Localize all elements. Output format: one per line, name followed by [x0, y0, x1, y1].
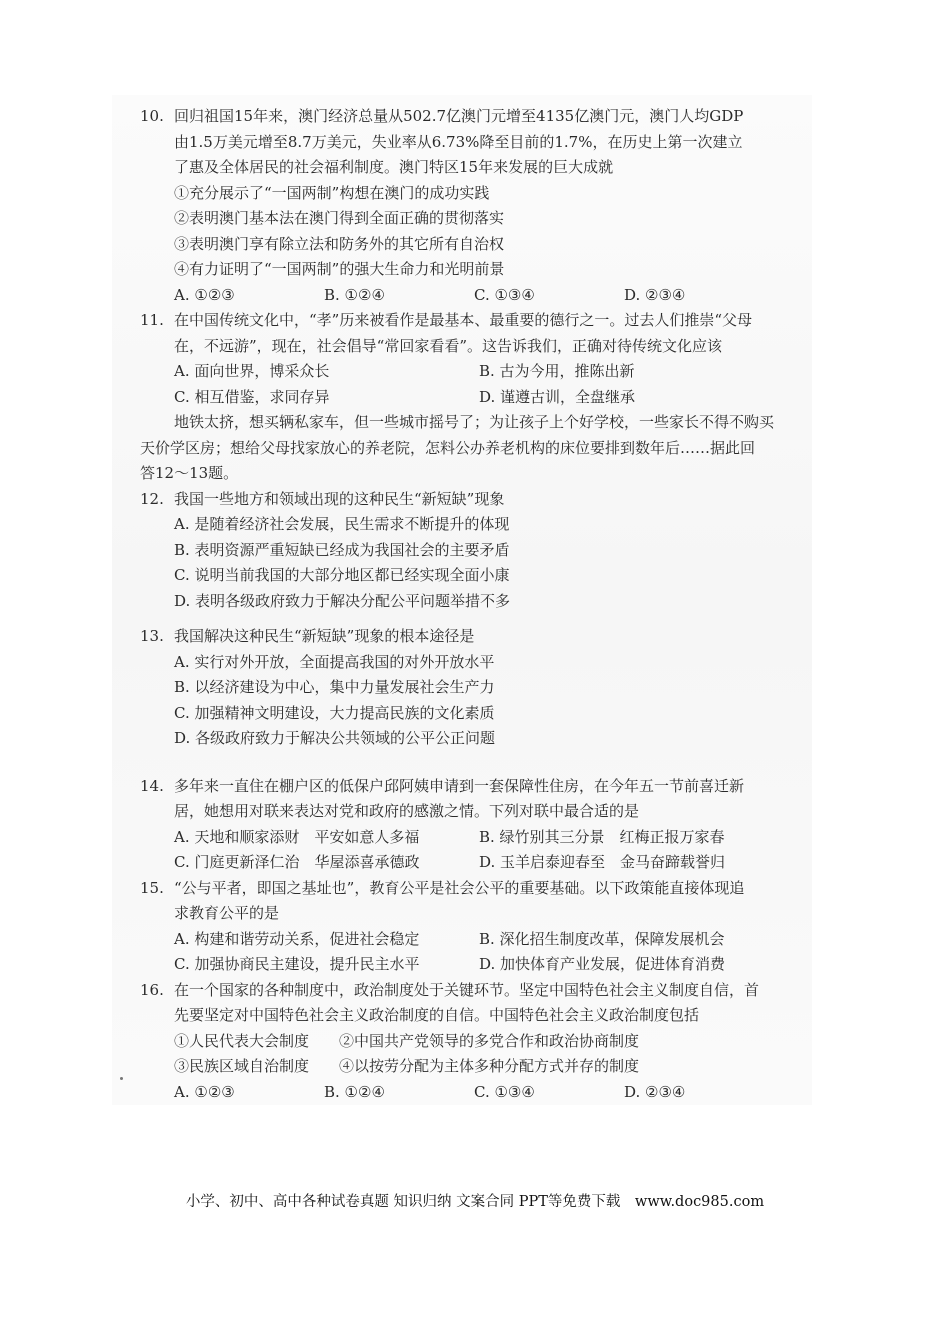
statement: ③民族区域自治制度 ④以按劳分配为主体多种分配方式并存的制度 [174, 1057, 640, 1075]
question-number: 14. [140, 776, 164, 795]
question-text: 在一个国家的各种制度中，政治制度处于关键环节。坚定中国特色社会主义制度自信，首 [174, 980, 760, 999]
options-row [174, 1080, 805, 1106]
option-b: B. 古为今用，推陈出新 [479, 362, 635, 380]
question-text: 我国一些地方和领域出现的这种民生“新短缺”现象 [174, 489, 505, 508]
question-number: 12. [140, 489, 164, 508]
question-10 [140, 104, 805, 308]
footer-watermark: 小学、初中、高中各种试卷真题 知识归纳 文案合同 PPT等免费下载 www.doc985.com [185, 1194, 765, 1210]
question-text: 我国解决这种民生“新短缺”现象的根本途径是 [174, 627, 475, 645]
option-c: C. ①③④ [474, 285, 535, 304]
option-d: D. 玉羊启泰迎春至 金马奋蹄载誉归 [479, 853, 726, 871]
question-11 [140, 308, 805, 410]
option-a: A. 天地和顺家添财 平安如意人多福 [174, 827, 420, 846]
scan-speck [120, 1077, 123, 1080]
options-row [174, 825, 805, 851]
options-row [174, 283, 805, 309]
option-b: B. 表明资源严重短缺已经成为我国社会的主要矛盾 [174, 540, 510, 559]
option-c: C. 门庭更新泽仁治 华屋添喜承德政 [174, 853, 420, 871]
option-b: B. 以经济建设为中心，集中力量发展社会生产力 [174, 678, 495, 696]
question-16 [140, 978, 805, 1106]
option-a: A. 是随着经济社会发展，民生需求不断提升的体现 [174, 515, 510, 533]
option-a: A. 面向世界，博采众长 [174, 362, 330, 380]
option-c: C. 相互借鉴，求同存异 [174, 387, 330, 406]
reading-material [140, 410, 805, 487]
option-c: C. 加强协商民主建设，提升民主水平 [174, 955, 420, 973]
option-c: C. 说明当前我国的大部分地区都已经实现全面小康 [174, 566, 510, 584]
option-d: D. 加快体育产业发展，促进体育消费 [479, 955, 726, 973]
options-row [174, 927, 805, 953]
option-b: B. ①②④ [324, 285, 385, 304]
question-text: 多年来一直住在棚户区的低保户邱阿姨申请到一套保障性住房，在今年五一节前喜迁新 [174, 776, 745, 795]
statement: ③表明澳门享有除立法和防务外的其它所有自治权 [174, 234, 505, 253]
question-number: 10. [140, 107, 164, 125]
question-number: 11. [140, 311, 164, 329]
question-number: 16. [140, 980, 164, 999]
question-text: 由1.5万美元增至8.7万美元，失业率从6.73%降至目前的1.7%，在历史上第一次建立 [174, 132, 743, 151]
material-text: 答12～13题。 [140, 464, 239, 482]
question-text: “公与平者，即国之基址也”，教育公平是社会公平的重要基础。以下政策能直接体现追 [174, 878, 745, 897]
question-number: 15. [140, 878, 164, 897]
option-b: B. ①②④ [324, 1082, 385, 1101]
option-c: C. 加强精神文明建设，大力提高民族的文化素质 [174, 703, 495, 722]
question-text: 求教育公平的是 [174, 904, 280, 922]
option-b: B. 绿竹别其三分景 红梅正报万家春 [479, 827, 725, 846]
option-d: D. 各级政府致力于解决公共领域的公平公正问题 [174, 729, 496, 747]
statement: ①人民代表大会制度 ②中国共产党领导的多党合作和政治协商制度 [174, 1031, 640, 1050]
option-a: A. 实行对外开放，全面提高我国的对外开放水平 [174, 652, 495, 671]
options-row [174, 952, 805, 978]
material-text: 地铁太挤，想买辆私家车，但一些城市摇号了；为让孩子上个好学校，一些家长不得不购买 [174, 413, 775, 431]
material-text: 天价学区房；想给父母找家放心的养老院，怎料公办养老机构的床位要排到数年后……据此回 [140, 438, 756, 457]
question-number: 13. [140, 627, 164, 645]
statement: ④有力证明了“一国两制”的强大生命力和光明前景 [174, 260, 505, 278]
question-15 [140, 876, 805, 978]
options-row [174, 850, 805, 876]
question-13 [140, 624, 805, 752]
option-c: C. ①③④ [474, 1082, 535, 1101]
option-d: D. 谨遵古训，全盘继承 [479, 387, 636, 406]
question-text: 了惠及全体居民的社会福利制度。澳门特区15年来发展的巨大成就 [174, 158, 614, 176]
question-14 [140, 774, 805, 876]
option-d: D. 表明各级政府致力于解决分配公平问题举措不多 [174, 591, 511, 610]
option-b: B. 深化招生制度改革，保障发展机会 [479, 929, 725, 948]
question-text: 在中国传统文化中，“孝”历来被看作是最基本、最重要的德行之一。过去人们推崇“父母 [174, 311, 753, 329]
question-text: 居，她想用对联来表达对党和政府的感激之情。下列对联中最合适的是 [174, 802, 640, 820]
option-a: A. ①②③ [174, 1082, 235, 1101]
statement: ①充分展示了“一国两制”构想在澳门的成功实践 [174, 183, 490, 202]
question-text: 在，不远游”，现在，社会倡导“常回家看看”。这告诉我们，正确对待传统文化应该 [174, 336, 723, 355]
question-12 [140, 487, 805, 615]
statement: ②表明澳门基本法在澳门得到全面正确的贯彻落实 [174, 209, 505, 227]
options-row [174, 385, 805, 411]
question-text: 回归祖国15年来，澳门经济总量从502.7亿澳门元增至4135亿澳门元，澳门人均GDP [174, 107, 744, 125]
exam-content [140, 104, 805, 1105]
options-row [174, 359, 805, 385]
option-a: A. ①②③ [174, 285, 235, 304]
option-d: D. ②③④ [624, 285, 686, 304]
option-d: D. ②③④ [624, 1082, 686, 1101]
option-a: A. 构建和谐劳动关系，促进社会稳定 [174, 929, 420, 948]
question-text: 先要坚定对中国特色社会主义政治制度的自信。中国特色社会主义政治制度包括 [174, 1006, 700, 1024]
